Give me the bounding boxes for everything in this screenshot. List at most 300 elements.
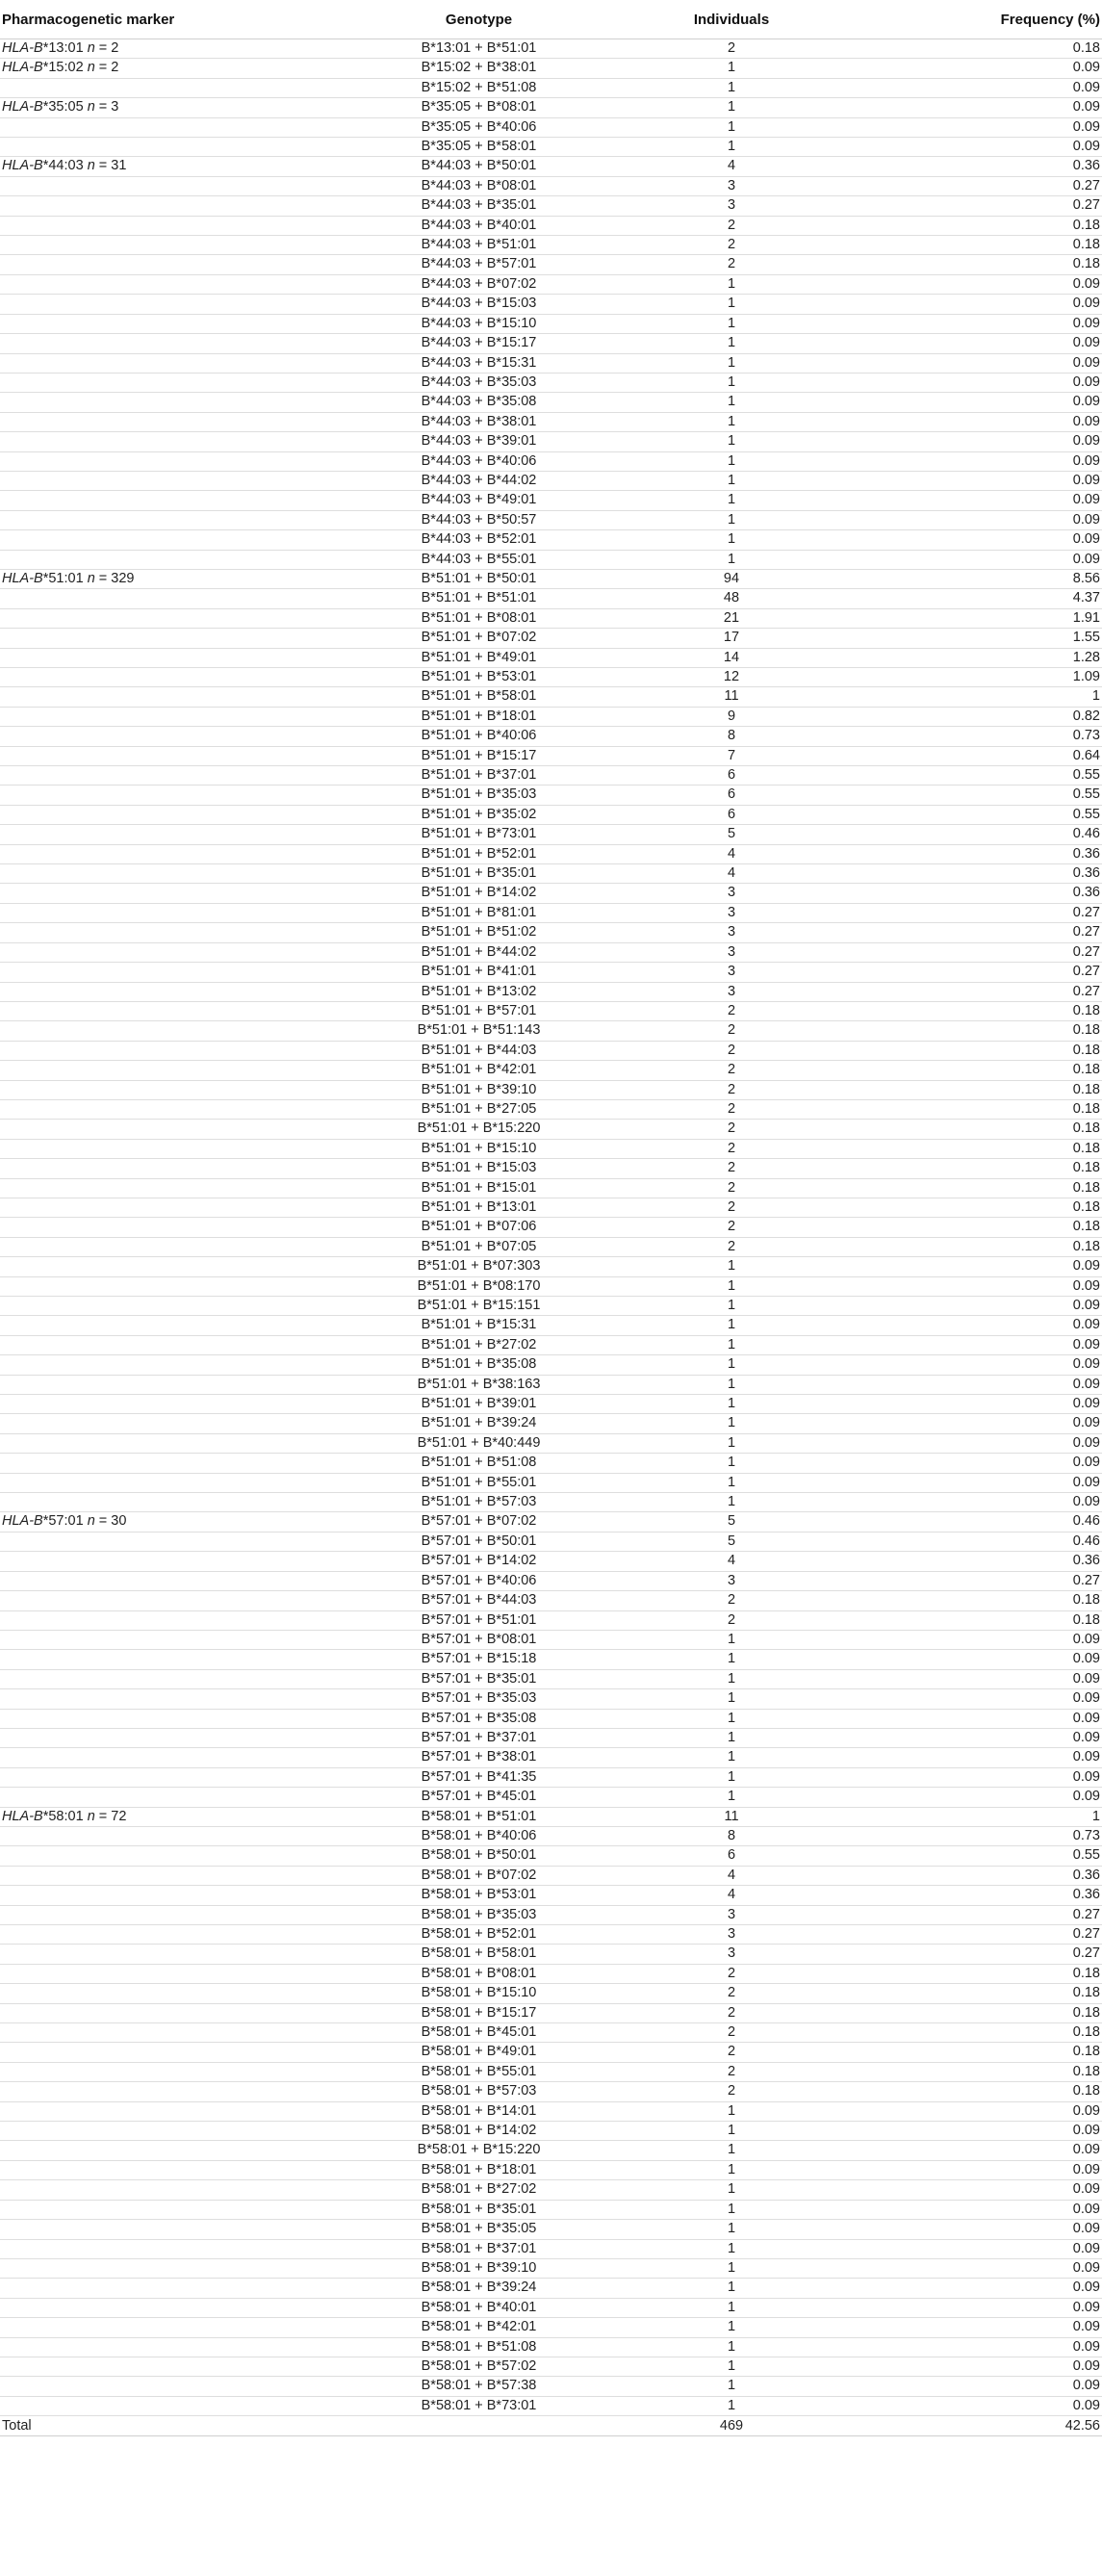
genotype-cell: B*51:01 + B*15:01 [356,1178,602,1198]
individuals-cell: 2 [602,1178,861,1198]
total-individuals: 469 [602,2416,861,2436]
individuals-cell: 1 [602,274,861,294]
individuals-cell: 1 [602,2279,861,2298]
genotype-cell: B*51:01 + B*14:02 [356,884,602,903]
frequency-cell: 0.09 [861,550,1102,569]
frequency-cell: 0.18 [861,2082,1102,2101]
table-row [0,2279,1102,2298]
frequency-cell: 0.18 [861,1984,1102,2003]
frequency-cell: 0.27 [861,196,1102,216]
individuals-cell: 4 [602,864,861,884]
individuals-cell: 1 [602,2141,861,2160]
individuals-cell: 1 [602,1276,861,1296]
table-row [0,2101,1102,2121]
marker-cell [0,1925,356,1945]
individuals-cell: 1 [602,2122,861,2141]
individuals-cell: 1 [602,1395,861,1414]
individuals-cell: 17 [602,629,861,648]
table-row [0,1669,1102,1688]
table-row [0,2357,1102,2376]
frequency-cell: 0.18 [861,1120,1102,1139]
frequency-cell: 0.09 [861,2377,1102,2396]
individuals-cell: 1 [602,1728,861,1747]
individuals-cell: 2 [602,1964,861,1983]
frequency-cell: 1 [861,1807,1102,1826]
marker-cell [0,1552,356,1571]
individuals-cell: 4 [602,157,861,176]
marker-cell [0,589,356,608]
marker-n-symbol: n [87,158,95,174]
marker-cell [0,608,356,628]
table-row [0,1120,1102,1139]
marker-cell [0,1257,356,1276]
marker-cell [0,864,356,884]
table-row [0,1178,1102,1198]
genotype-cell: B*58:01 + B*51:08 [356,2337,602,2357]
genotype-cell: B*44:03 + B*35:01 [356,196,602,216]
frequency-cell: 0.09 [861,451,1102,471]
table-row [0,1767,1102,1787]
table-row [0,274,1102,294]
frequency-cell: 0.18 [861,1001,1102,1020]
table-row [0,471,1102,490]
table-row [0,1021,1102,1041]
table-row [0,864,1102,884]
frequency-cell: 0.55 [861,786,1102,805]
marker-cell [0,530,356,550]
frequency-cell: 0.18 [861,2023,1102,2043]
table-row [0,2377,1102,2396]
table-row [0,1335,1102,1354]
frequency-cell: 0.09 [861,2357,1102,2376]
individuals-cell: 4 [602,1886,861,1905]
individuals-cell: 2 [602,1080,861,1099]
individuals-cell: 2 [602,1001,861,1020]
marker-cell [0,1080,356,1099]
frequency-cell: 0.46 [861,1532,1102,1551]
marker-cell [0,1159,356,1178]
individuals-cell: 1 [602,510,861,529]
individuals-cell: 1 [602,1355,861,1375]
table-row [0,942,1102,962]
genotype-cell: B*51:01 + B*41:01 [356,963,602,982]
frequency-cell: 0.18 [861,1061,1102,1080]
marker-cell [0,1237,356,1256]
table-row [0,2337,1102,2357]
genotype-cell: B*51:01 + B*38:163 [356,1375,602,1394]
frequency-cell: 0.09 [861,412,1102,431]
genotype-cell: B*51:01 + B*51:01 [356,589,602,608]
frequency-cell: 0.09 [861,1297,1102,1316]
marker-cell [0,471,356,490]
genotype-cell: B*58:01 + B*39:24 [356,2279,602,2298]
genotype-cell: B*44:03 + B*35:03 [356,373,602,392]
table-row [0,1728,1102,1747]
genotype-cell: B*57:01 + B*38:01 [356,1748,602,1767]
individuals-cell: 3 [602,1925,861,1945]
genotype-cell: B*58:01 + B*14:02 [356,2122,602,2141]
frequency-cell: 0.27 [861,923,1102,942]
frequency-cell: 0.27 [861,1905,1102,1924]
table-row [0,1276,1102,1296]
table-row [0,78,1102,97]
frequency-cell: 0.09 [861,314,1102,333]
frequency-cell: 0.09 [861,2141,1102,2160]
individuals-cell: 2 [602,2043,861,2062]
marker-gene: HLA-B [2,60,43,76]
frequency-cell: 0.55 [861,766,1102,786]
table-row [0,2062,1102,2081]
genotype-cell: B*51:01 + B*50:01 [356,569,602,588]
marker-cell [0,1433,356,1453]
frequency-cell: 0.18 [861,1610,1102,1630]
table-row [0,1552,1102,1571]
marker-cell [0,825,356,844]
individuals-cell: 2 [602,1237,861,1256]
marker-cell [0,786,356,805]
frequency-cell: 1.55 [861,629,1102,648]
individuals-cell: 4 [602,1866,861,1885]
table-row [0,2043,1102,2062]
marker-n-symbol: n [87,1513,95,1530]
marker-gene: HLA-B [2,570,43,586]
table-row [0,766,1102,786]
marker-cell [0,510,356,529]
genotype-cell: B*51:01 + B*08:170 [356,1276,602,1296]
genotype-cell: B*58:01 + B*45:01 [356,2023,602,2043]
frequency-cell: 0.09 [861,2279,1102,2298]
frequency-cell: 0.36 [861,844,1102,863]
table-row [0,2141,1102,2160]
header-row [0,0,1102,39]
frequency-cell: 0.09 [861,117,1102,137]
frequency-cell: 0.18 [861,255,1102,274]
table-row [0,1414,1102,1433]
genotype-cell: B*58:01 + B*42:01 [356,2318,602,2337]
frequency-cell: 0.09 [861,1709,1102,1728]
marker-cell [0,2043,356,2062]
marker-cell [0,98,356,117]
marker-cell [0,668,356,687]
frequency-cell: 0.09 [861,530,1102,550]
table-row [0,1473,1102,1492]
frequency-cell: 0.09 [861,2160,1102,2179]
individuals-cell: 1 [602,1709,861,1728]
individuals-cell: 48 [602,589,861,608]
individuals-cell: 5 [602,1532,861,1551]
frequency-cell: 0.73 [861,727,1102,746]
genotype-cell: B*57:01 + B*50:01 [356,1532,602,1551]
frequency-cell: 0.09 [861,1728,1102,1747]
frequency-cell: 0.18 [861,1218,1102,1237]
frequency-cell: 0.18 [861,1178,1102,1198]
marker-cell [0,1630,356,1649]
individuals-cell: 1 [602,393,861,412]
table-row [0,255,1102,274]
marker-gene: HLA-B [2,1808,43,1824]
table-row [0,176,1102,195]
table-row [0,1237,1102,1256]
genotype-cell: B*57:01 + B*15:18 [356,1650,602,1669]
frequency-cell: 0.18 [861,2003,1102,2022]
marker-cell [0,2200,356,2219]
table-row [0,196,1102,216]
table-row [0,412,1102,431]
genotype-cell: B*58:01 + B*57:38 [356,2377,602,2396]
frequency-cell: 0.09 [861,471,1102,490]
frequency-cell: 0.18 [861,1591,1102,1610]
individuals-cell: 1 [602,2298,861,2317]
genotype-cell: B*51:01 + B*39:10 [356,1080,602,1099]
marker-cell [0,1473,356,1492]
marker-cell [0,2023,356,2043]
individuals-cell: 2 [602,1061,861,1080]
genotype-cell: B*58:01 + B*27:02 [356,2180,602,2200]
genotype-cell: B*51:01 + B*15:31 [356,1316,602,1335]
table-row [0,1139,1102,1158]
marker-cell [0,766,356,786]
marker-cell [0,727,356,746]
genotype-cell: B*58:01 + B*18:01 [356,2160,602,2179]
genotype-cell: B*58:01 + B*07:02 [356,1866,602,1885]
marker-n-symbol: n [87,99,95,116]
individuals-cell: 1 [602,1375,861,1394]
genotype-cell: B*51:01 + B*35:08 [356,1355,602,1375]
genotype-cell: B*51:01 + B*15:17 [356,746,602,765]
frequency-cell: 0.73 [861,1826,1102,1845]
frequency-cell: 0.55 [861,1846,1102,1866]
individuals-cell: 2 [602,1610,861,1630]
table-row [0,687,1102,707]
marker-count: = 329 [94,570,135,586]
individuals-cell: 2 [602,2003,861,2022]
frequency-cell: 0.09 [861,1316,1102,1335]
table-row [0,746,1102,765]
marker-cell [0,2318,356,2337]
frequency-cell: 0.09 [861,334,1102,353]
marker-cell [0,1571,356,1590]
individuals-cell: 2 [602,1120,861,1139]
frequency-cell: 0.09 [861,432,1102,451]
individuals-cell: 6 [602,1846,861,1866]
genotype-cell: B*57:01 + B*14:02 [356,1552,602,1571]
table-row [0,314,1102,333]
individuals-cell: 1 [602,2101,861,2121]
genotype-cell: B*51:01 + B*53:01 [356,668,602,687]
table-row [0,393,1102,412]
genotype-cell: B*44:03 + B*57:01 [356,255,602,274]
frequency-cell: 0.18 [861,1099,1102,1119]
marker-cell [0,2377,356,2396]
marker-cell [0,2357,356,2376]
genotype-cell: B*51:01 + B*35:01 [356,864,602,884]
marker-cell [0,1610,356,1630]
marker-cell [0,2396,356,2415]
table-row [0,39,1102,59]
individuals-cell: 3 [602,982,861,1001]
frequency-cell: 0.09 [861,2180,1102,2200]
individuals-cell: 5 [602,825,861,844]
genotype-cell: B*51:01 + B*51:08 [356,1454,602,1473]
individuals-cell: 1 [602,491,861,510]
table-row [0,1650,1102,1669]
table-row [0,530,1102,550]
frequency-cell: 0.09 [861,510,1102,529]
frequency-cell: 0.09 [861,2318,1102,2337]
table-row [0,707,1102,726]
table-row [0,1099,1102,1119]
individuals-cell: 1 [602,1748,861,1767]
table-row [0,334,1102,353]
table-row [0,2396,1102,2415]
genotype-cell: B*58:01 + B*35:03 [356,1905,602,1924]
genotype-cell: B*58:01 + B*55:01 [356,2062,602,2081]
marker-cell [0,2279,356,2298]
individuals-cell: 11 [602,687,861,707]
marker-cell [0,255,356,274]
table-row [0,1454,1102,1473]
table-row [0,589,1102,608]
frequency-cell: 0.09 [861,1748,1102,1767]
genotype-cell: B*58:01 + B*39:10 [356,2258,602,2278]
frequency-cell: 0.09 [861,1788,1102,1807]
table-row [0,157,1102,176]
marker-cell [0,2122,356,2141]
marker-cell [0,942,356,962]
table-row [0,432,1102,451]
individuals-cell: 7 [602,746,861,765]
table-row [0,2122,1102,2141]
marker-cell [0,963,356,982]
table-row [0,1395,1102,1414]
table-row [0,2180,1102,2200]
table-row [0,451,1102,471]
table-row [0,1689,1102,1709]
genotype-cell: B*58:01 + B*58:01 [356,1945,602,1964]
marker-cell [0,1532,356,1551]
individuals-cell: 3 [602,942,861,962]
frequency-cell: 0.09 [861,2101,1102,2121]
frequency-cell: 0.09 [861,1493,1102,1512]
genotype-cell: B*44:03 + B*35:08 [356,393,602,412]
frequency-cell: 0.18 [861,2062,1102,2081]
marker-cell [0,2062,356,2081]
table-row [0,295,1102,314]
header-frequency: Frequency (%) [861,0,1102,39]
individuals-cell: 1 [602,2377,861,2396]
individuals-cell: 3 [602,923,861,942]
marker-cell [0,805,356,824]
marker-cell [0,1355,356,1375]
frequency-cell: 0.36 [861,157,1102,176]
individuals-cell: 2 [602,236,861,255]
genotype-cell: B*58:01 + B*15:17 [356,2003,602,2022]
frequency-cell: 0.46 [861,1512,1102,1532]
frequency-cell: 1.28 [861,648,1102,667]
marker-cell [0,1178,356,1198]
individuals-cell: 8 [602,727,861,746]
table-row [0,1257,1102,1276]
marker-cell [0,1964,356,1983]
genotype-cell: B*51:01 + B*39:01 [356,1395,602,1414]
genotype-cell: B*58:01 + B*08:01 [356,1964,602,1983]
table-row [0,1041,1102,1060]
marker-allele: *35:05 [42,99,88,116]
table-header [0,0,1102,39]
marker-cell [0,2258,356,2278]
marker-cell [0,629,356,648]
genotype-cell: B*57:01 + B*41:35 [356,1767,602,1787]
table-row [0,1886,1102,1905]
genotype-cell: B*44:03 + B*55:01 [356,550,602,569]
individuals-cell: 1 [602,1689,861,1709]
marker-cell [0,1767,356,1787]
genotype-cell: B*35:05 + B*40:06 [356,117,602,137]
table-row [0,1807,1102,1826]
individuals-cell: 1 [602,2180,861,2200]
genotype-cell: B*57:01 + B*45:01 [356,1788,602,1807]
genotype-cell: B*44:03 + B*40:06 [356,451,602,471]
individuals-cell: 1 [602,295,861,314]
frequency-cell: 0.09 [861,78,1102,97]
table-row [0,903,1102,922]
frequency-cell: 0.09 [861,2200,1102,2219]
marker-cell [0,569,356,588]
marker-cell [0,707,356,726]
genotype-cell: B*51:01 + B*35:02 [356,805,602,824]
individuals-cell: 6 [602,805,861,824]
genotype-cell: B*51:01 + B*51:143 [356,1021,602,1041]
individuals-cell: 1 [602,2200,861,2219]
genotype-cell: B*51:01 + B*40:449 [356,1433,602,1453]
frequency-cell: 0.18 [861,2043,1102,2062]
marker-count: = 72 [94,1808,127,1824]
genotype-cell: B*57:01 + B*44:03 [356,1591,602,1610]
genotype-cell: B*51:01 + B*57:01 [356,1001,602,1020]
marker-cell [0,2003,356,2022]
marker-cell [0,2082,356,2101]
table-row [0,98,1102,117]
marker-count: = 31 [94,158,127,174]
table-row [0,138,1102,157]
individuals-cell: 1 [602,353,861,373]
genotype-cell: B*44:03 + B*49:01 [356,491,602,510]
total-row [0,2416,1102,2436]
table-body [0,39,1102,2416]
marker-cell [0,1493,356,1512]
frequency-cell: 0.09 [861,2239,1102,2258]
individuals-cell: 1 [602,1454,861,1473]
individuals-cell: 2 [602,1591,861,1610]
header-marker: Pharmacogenetic marker [0,0,356,39]
table-row [0,1512,1102,1532]
individuals-cell: 5 [602,1512,861,1532]
individuals-cell: 1 [602,2357,861,2376]
table-row [0,1355,1102,1375]
table-row [0,1984,1102,2003]
marker-cell [0,373,356,392]
genotype-cell: B*58:01 + B*57:02 [356,2357,602,2376]
genotype-cell: B*51:01 + B*13:01 [356,1198,602,1217]
frequency-cell: 0.64 [861,746,1102,765]
genotype-cell: B*51:01 + B*73:01 [356,825,602,844]
genotype-cell: B*51:01 + B*37:01 [356,766,602,786]
marker-cell [0,1689,356,1709]
header-individuals: Individuals [602,0,861,39]
marker-cell [0,1276,356,1296]
table-row [0,982,1102,1001]
frequency-cell: 0.09 [861,393,1102,412]
